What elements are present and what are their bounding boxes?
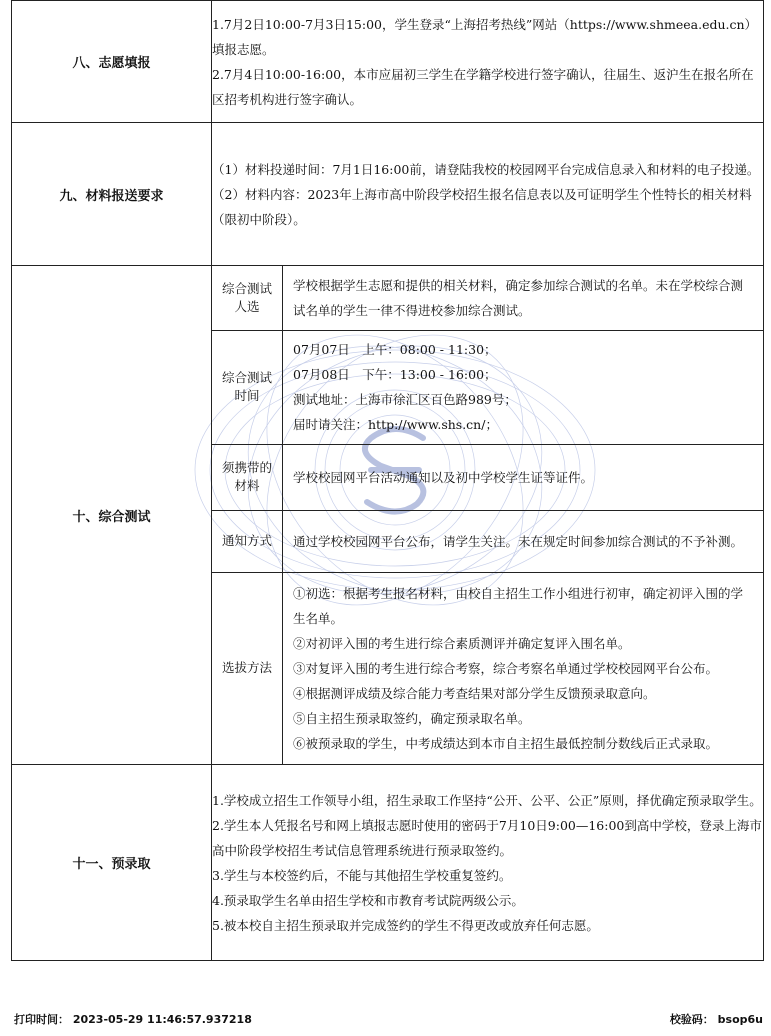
content-line: 5.被本校自主招生预录取并完成签约的学生不得更改或放弃任何志愿。: [212, 917, 599, 933]
verify-code-label: 校验码：: [669, 1013, 714, 1026]
content-line: 2.学生本人凭报名号和网上填报志愿时使用的密码于7月10日9:00—16:00到高中学校，登录上海市高中阶段学校招生考试信息管理系统进行预录取签约。: [212, 817, 762, 858]
verify-code-value: bsop6u: [717, 1013, 763, 1026]
section-title: 八、志愿填报: [12, 1, 212, 123]
detail-label: 综合测试人选: [212, 266, 283, 330]
page-footer: [14, 1011, 763, 1029]
content-line: ④根据测评成绩及综合能力考查结果对部分学生反馈预录取意向。: [293, 685, 656, 701]
content-line: （2）材料内容：2023年上海市高中阶段学校招生报名信息表以及可证明学生个性特长的相关材料（限初中阶段）。: [212, 186, 752, 227]
content-line: ⑥被预录取的学生，中考成绩达到本市自主招生最低控制分数线后正式录取。: [293, 735, 719, 751]
content-line: 1.学校成立招生工作领导小组，招生录取工作坚持“公开、公平、公正”原则，择优确定预录取学生。: [212, 792, 762, 808]
content-line: ②对初评入围的考生进行综合素质测评并确定复评入围名单。: [293, 635, 631, 651]
section-row-volunteer-filling: [12, 1, 764, 123]
content-line: 2.7月4日10:00-16:00，本市应届初三学生在学籍学校进行签字确认，往届生、返沪生在报名所在区招考机构进行签字确认。: [212, 66, 754, 107]
detail-row: [212, 444, 763, 510]
section-title: 九、材料报送要求: [12, 123, 212, 266]
detail-label: 综合测试时间: [212, 330, 283, 444]
detail-value: [283, 266, 764, 330]
section-title: 十、综合测试: [12, 266, 212, 765]
verify-code: [670, 1011, 763, 1027]
content-line: （1）材料投递时间：7月1日16:00前，请登陆我校的校园网平台完成信息录入和材料的电子投递。: [212, 161, 760, 177]
detail-label: 通知方式: [212, 510, 283, 572]
content-line: ③对复评入围的考生进行综合考察，综合考察名单通过学校校园网平台公布。: [293, 660, 719, 676]
section-row-materials: [12, 123, 764, 266]
admission-info-table: [11, 0, 764, 961]
section-row-pre-admission: [12, 765, 764, 961]
print-time-value: 2023-05-29 11:46:57.937218: [72, 1013, 252, 1026]
print-time: [14, 1011, 252, 1027]
content-line: 通过学校校园网平台公布，请学生关注。未在规定时间参加综合测试的不予补测。: [293, 533, 744, 549]
print-time-label: 打印时间：: [14, 1013, 69, 1026]
content-line: 学校校园网平台活动通知以及初中学校学生证等证件。: [293, 469, 594, 485]
detail-row: [212, 572, 763, 764]
section-content: [212, 765, 764, 961]
section-content: [212, 266, 764, 765]
detail-row: [212, 330, 763, 444]
detail-row: [212, 510, 763, 572]
content-line: 4.预录取学生名单由招生学校和市教育考试院两级公示。: [212, 892, 524, 908]
detail-row: [212, 266, 763, 330]
section-content: [212, 1, 764, 123]
content-line: 3.学生与本校签约后，不能与其他招生学校重复签约。: [212, 867, 512, 883]
detail-label: 须携带的材料: [212, 444, 283, 510]
detail-value: [283, 330, 764, 444]
detail-value: [283, 444, 764, 510]
content-line: ⑤自主招生预录取签约，确定预录取名单。: [293, 710, 531, 726]
content-line: 测试地址：上海市徐汇区百色路989号；: [293, 392, 517, 407]
detail-value: [283, 510, 764, 572]
content-line: 1.7月2日10:00-7月3日15:00，学生登录“上海招考热线”网站（https://www.shmeea.edu.cn）填报志愿。: [212, 16, 758, 57]
content-line: 07月07日 上午：08:00 - 11:30；: [293, 342, 497, 357]
section-content: [212, 123, 764, 266]
detail-label: 选拔方法: [212, 572, 283, 764]
test-detail-table: [212, 266, 763, 764]
section-title: 十一、预录取: [12, 765, 212, 961]
content-line: ①初选：根据考生报名材料，由校自主招生工作小组进行初审，确定初评入围的学生名单。: [293, 585, 744, 626]
content-line: 届时请关注：http://www.shs.cn/；: [293, 417, 498, 432]
content-line: 学校根据学生志愿和提供的相关材料，确定参加综合测试的名单。未在学校综合测试名单的学生一律不得进校参加综合测试。: [293, 277, 744, 318]
section-row-comprehensive-test: [12, 266, 764, 765]
content-line: 07月08日 下午：13:00 - 16:00；: [293, 367, 497, 382]
detail-value: [283, 572, 764, 764]
